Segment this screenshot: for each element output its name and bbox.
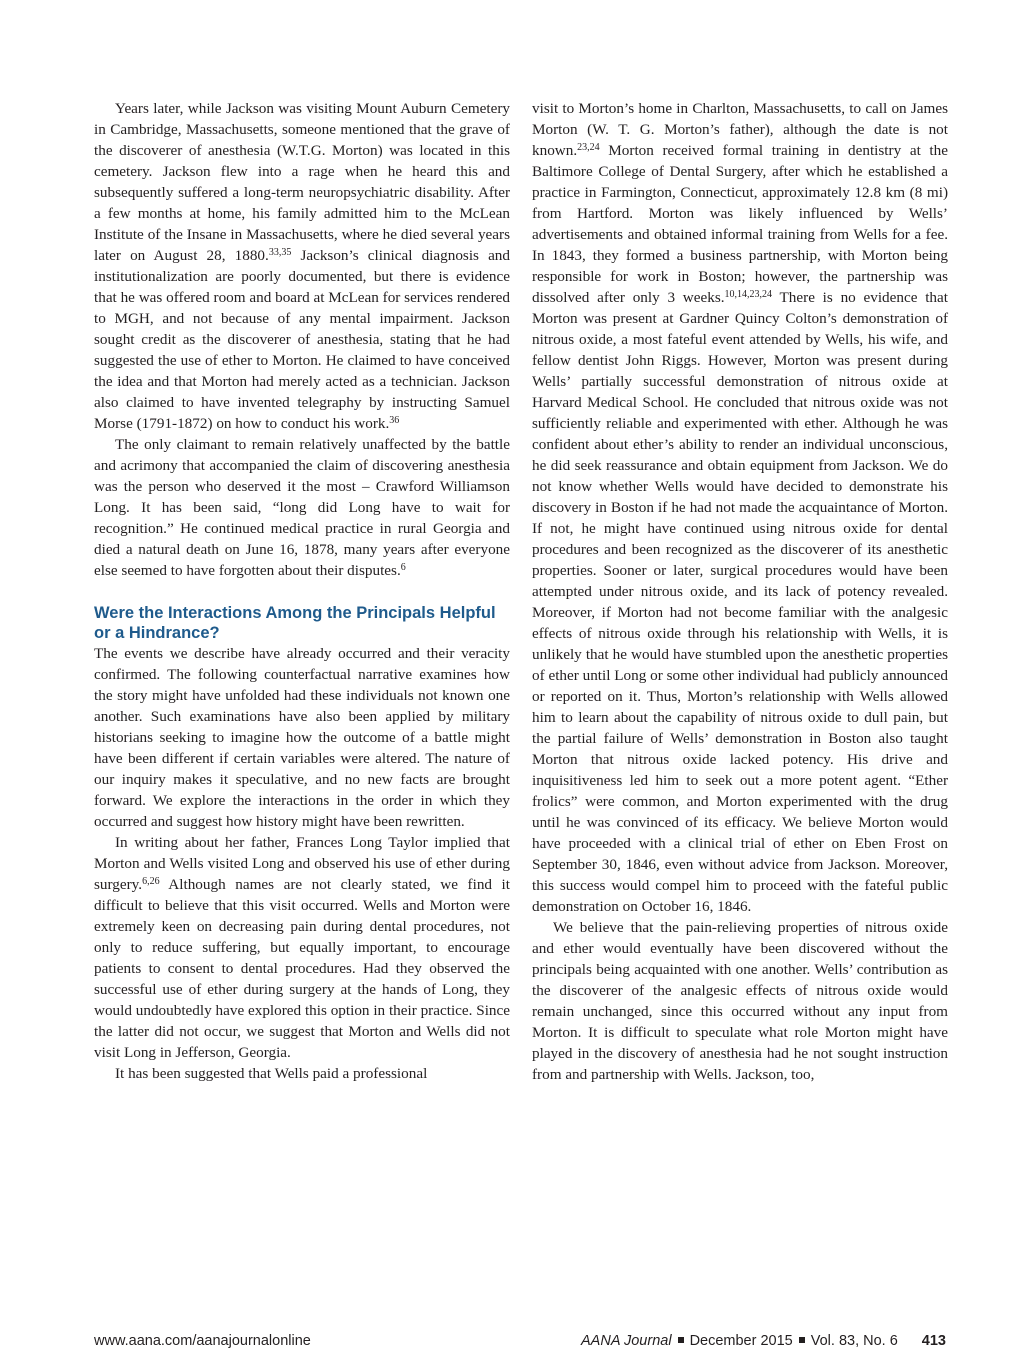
citation-superscript: 6 <box>400 562 406 573</box>
volume-issue: Vol. 83, No. 6 <box>810 1333 898 1349</box>
square-bullet-icon <box>678 1337 684 1343</box>
citation-superscript: 33,35 <box>268 247 292 258</box>
paragraph-text: Although names are not clearly stated, we find it difficult to believe that this visit occurred. Wells and Morton were extremely keen on decreasing pain during dental procedures, not only to reduce suffering, but equally important, to encourage patients to consent to dental procedures. Had they observed the successful use of ether during surgery at the hands of Long, they would undoubtedly have explored this option in their practice. Since the latter did not occur, we suggest that Morton and Wells did not visit Long in Jefferson, Georgia. <box>94 876 510 1061</box>
citation-superscript: 36 <box>389 415 400 426</box>
journal-url-link[interactable]: www.aana.com/aanajournalonline <box>94 1333 311 1349</box>
citation-superscript: 6,26 <box>142 876 160 887</box>
footer-url[interactable] <box>94 1332 311 1350</box>
issue-date: December 2015 <box>689 1333 793 1349</box>
paragraph <box>94 832 510 1063</box>
paragraph-text: Years later, while Jackson was visiting Mount Auburn Cemetery in Cambridge, Massachusetts, someone mentioned that the grave of the discoverer of anesthesia (W.T.G. Morton) was located in this cemetery. Jackson flew into a rage when he heard this and subsequently suffered a long-term neuropsychiatric disability. After a few months at home, his family admitted him to the McLean Institute of the Insane in Massachusetts, where he died several years later on August 28, 1880. <box>94 100 510 264</box>
paragraph-text: Jackson’s clinical diagnosis and institutionalization are poorly documented, but there is evidence that he was offered room and board at McLean for services rendered to MGH, and not because of any mental impairment. Jackson sought credit as the discoverer of anesthesia, stating that he had suggested the use of ether to Morton. He claimed to have conceived the idea and that Morton had merely acted as a technician. Jackson also claimed to have invented telegraphy by instructing Samuel Morse (1791-1872) on how to conduct his work. <box>94 247 510 432</box>
journal-name: AANA Journal <box>581 1333 672 1349</box>
paragraph: It has been suggested that Wells paid a professional <box>115 1065 428 1082</box>
paragraph-text: In writing about her father, Frances Long Taylor implied that Morton and Wells visited Long and observed his use of ether during surgery. <box>94 834 510 893</box>
left-column <box>94 98 510 1084</box>
paragraph: We believe that the pain-relieving properties of nitrous oxide and ether would eventually have been discovered without the principals being acquainted with one another. Wells’ contribution as the discoverer of the analgesic effects of nitrous oxide would remain unchanged, since this occurred without any input from Morton. It is difficult to speculate what role Morton might have played in the discovery of anesthesia had he not sought instruction from and partnership with Wells. Jackson, too, <box>532 919 948 1083</box>
paragraph: The events we describe have already occurred and their veracity confirmed. The following counterfactual narrative examines how the story might have unfolded had these individuals not known one another. Such examinations have also been applied by military historians seeking to imagine how the outcome of a battle might have been different if certain variables were altered. The nature of our inquiry makes it speculative, and no new facts are brought forward. We explore the interactions in the order in which they occurred and suggest how history might have been rewritten. <box>94 645 510 830</box>
paragraph-text: visit to Morton’s home in Charlton, Massachusetts, to call on James Morton (W. T. G. Morton’s father), although the date is not known. <box>532 100 948 159</box>
paragraph <box>94 434 510 581</box>
paragraph <box>532 98 948 917</box>
citation-superscript: 10,14,23,24 <box>724 289 773 300</box>
paragraph-text: The only claimant to remain relatively unaffected by the battle and acrimony that accompanied the claim of discovering anesthesia was the person who deserved it the most – Crawford Williamson Long. It has been said, “long did Long have to wait for recognition.” He continued medical practice in rural Georgia and died a natural death on June 16, 1878, many years after everyone else seemed to have forgotten about their disputes. <box>94 436 510 579</box>
citation-superscript: 23,24 <box>577 142 600 153</box>
paragraph-text: Morton received formal training in dentistry at the Baltimore College of Dental Surgery, after which he established a practice in Farmington, Connecticut, approximately 12.8 km (8 mi) from Hartford. Morton was likely influenced by Wells’ advertisements and obtained informal training from Wells for a fee. In 1843, they formed a business partnership, with Morton being responsible for work in Boston; however, the partnership was dissolved after only 3 weeks. <box>532 142 948 306</box>
section-heading: Were the Interactions Among the Principals Helpful or a Hindrance? <box>94 604 496 642</box>
square-bullet-icon <box>799 1337 805 1343</box>
footer-citation <box>581 1332 946 1350</box>
page-number: 413 <box>921 1333 946 1349</box>
right-column <box>532 98 948 1085</box>
paragraph-text: There is no evidence that Morton was present at Gardner Quincy Colton’s demonstration of nitrous oxide, a most fateful event attended by Wells, his wife, and fellow dentist John Riggs. However, Morton was present during Wells’ partially successful demonstration of nitrous oxide at Harvard Medical School. He concluded that nitrous oxide was not sufficiently reliable and experimented with ether. Although he was confident about ether’s ability to render an individual unconscious, he did seek reassurance and obtain equipment from Jackson. We do not know whether Wells would have decided to demonstrate his discovery in Boston if he had not made the acquaintance of Morton. If not, he might have continued using nitrous oxide for dental procedures and been recognized as the discoverer of its anesthetic properties. Sooner or later, surgical procedures would have been attempted under nitrous oxide, and its lack of potency revealed. Moreover, if Morton had not become familiar with the analgesic effects of nitrous oxide through his relationship with Wells, it is unlikely that he would have stumbled upon the anesthetic properties of ether until Long or some other individual had publicly announced or reported on it. Thus, Morton’s relationship with Wells allowed him to learn about the capability of nitrous oxide to dull pain, but the partial failure of Wells’ demonstration in Boston also taught Morton that nitrous oxide lacked potency. His drive and inquisitiveness led him to seek out a more potent agent. “Ether frolics” were common, and Morton experimented with the drug until he was convinced of its efficacy. We believe Morton would have proceeded with a clinical trial of ether on Eben Frost on September 30, 1846, even without advice from Jackson. Moreover, this success would compel him to proceed with the fateful public demonstration on October 16, 1846. <box>532 289 948 915</box>
paragraph <box>94 98 510 434</box>
